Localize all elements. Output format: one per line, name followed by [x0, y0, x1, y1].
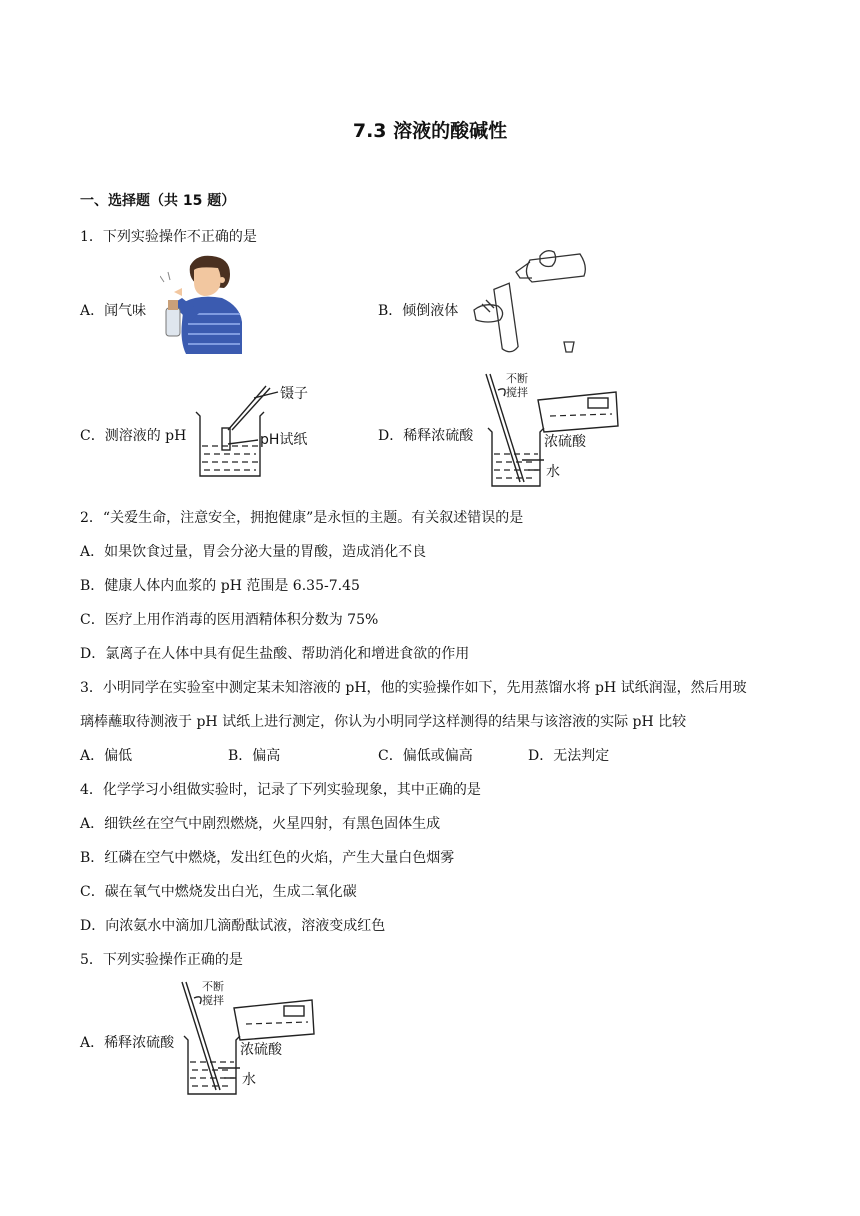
q4-option-b: B．红磷在空气中燃烧，发出红色的火焰，产生大量白色烟雾 [80, 850, 455, 866]
q1-stem: 1．下列实验操作不正确的是 [80, 229, 257, 245]
q2-option-c: C．医疗上用作消毒的医用酒精体积分数为 75% [80, 612, 379, 628]
q1-option-a: A．闻气味 [80, 303, 147, 319]
q1-figure-smell [160, 252, 244, 354]
q5-label-conc-acid: 浓硫酸 [240, 1042, 282, 1058]
label-stir-1: 不断 [506, 372, 528, 385]
q1-figure-dilute [484, 370, 624, 488]
q3-option-c: C．偏低或偏高 [378, 748, 473, 764]
q5-label-stir-1: 不断 [202, 980, 224, 993]
q3-option-d: D．无法判定 [528, 748, 610, 764]
q5-figure-dilute [180, 978, 320, 1096]
section-heading: 一、选择题（共 15 题） [80, 193, 236, 209]
q5-option-a: A．稀释浓硫酸 [80, 1035, 175, 1051]
q3-stem-line-1: 3．小明同学在实验室中测定某未知溶液的 pH，他的实验操作如下，先用蒸馏水将 pH 试纸润湿，然后用玻 [80, 680, 747, 696]
q4-stem: 4．化学学习小组做实验时，记录了下列实验现象，其中正确的是 [80, 782, 481, 798]
q1-option-b: B．倾倒液体 [378, 303, 459, 319]
q1-option-c: C．测溶液的 pH [80, 428, 187, 444]
q3-stem-line-2: 璃棒蘸取待测液于 pH 试纸上进行测定，你认为小明同学这样测得的结果与该溶液的实际 pH 比较 [80, 714, 687, 730]
q5-stem: 5．下列实验操作正确的是 [80, 952, 243, 968]
q4-option-c: C．碳在氧气中燃烧发出白光，生成二氧化碳 [80, 884, 357, 900]
q5-label-water: 水 [242, 1072, 256, 1088]
q4-option-a: A．细铁丝在空气中剧烈燃烧，火星四射，有黑色固体生成 [80, 816, 441, 832]
page-title: 7.3 溶液的酸碱性 [352, 120, 508, 142]
label-stir-2: 搅拌 [506, 386, 528, 399]
q3-option-a: A．偏低 [80, 748, 133, 764]
label-water: 水 [546, 464, 560, 480]
label-conc-acid: 浓硫酸 [544, 434, 586, 450]
q3-option-b: B．偏高 [228, 748, 281, 764]
q1-figure-pour [470, 248, 590, 358]
label-tweezers: 镊子 [280, 386, 308, 402]
q5-label-stir-2: 搅拌 [202, 994, 224, 1007]
q4-option-d: D．向浓氨水中滴加几滴酚酞试液，溶液变成红色 [80, 918, 386, 934]
q1-figure-ph [190, 378, 320, 482]
label-ph-paper: pH试纸 [260, 432, 308, 448]
q2-option-b: B．健康人体内血浆的 pH 范围是 6.35-7.45 [80, 578, 360, 594]
q2-stem: 2．“关爱生命，注意安全，拥抱健康”是永恒的主题。有关叙述错误的是 [80, 510, 524, 526]
q1-option-d: D．稀释浓硫酸 [378, 428, 474, 444]
q2-option-d: D．氯离子在人体中具有促生盐酸、帮助消化和增进食欲的作用 [80, 646, 470, 662]
q2-option-a: A．如果饮食过量，胃会分泌大量的胃酸，造成消化不良 [80, 544, 427, 560]
